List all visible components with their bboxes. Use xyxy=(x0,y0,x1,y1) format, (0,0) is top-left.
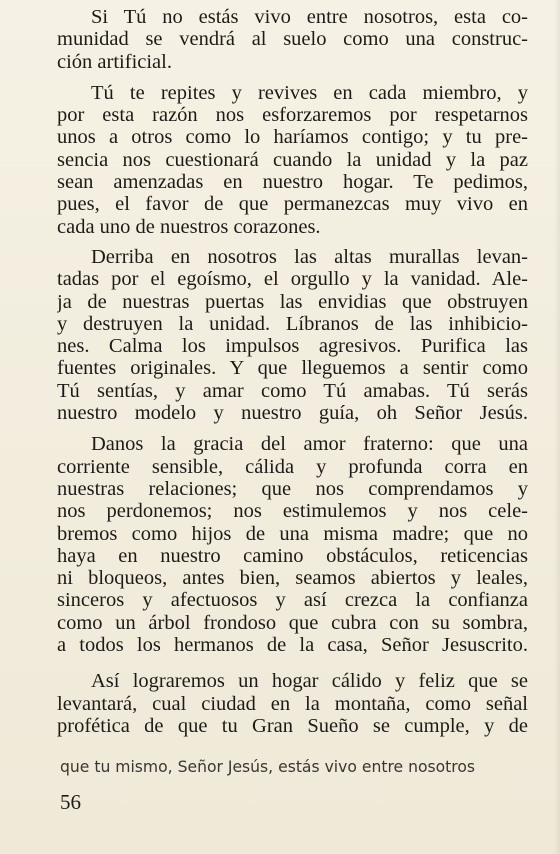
text-line: ni bloqueos, antes bien, seamos abiertos y leales, xyxy=(57,567,528,590)
page-edge-shadow xyxy=(554,0,560,854)
text-line: ción artificial. xyxy=(57,50,172,73)
text-line: y destruyen la unidad. Líbranos de las inhibicio- xyxy=(57,312,528,335)
text-line: Tú te repites y revives en cada miembro, y xyxy=(91,81,528,104)
text-line: unos a otros como lo haríamos contigo; y tu pre- xyxy=(57,126,528,149)
text-line: profética de que tu Gran Sueño se cumple, y de xyxy=(57,714,528,737)
paragraph-4 xyxy=(57,433,528,656)
text-line: Así lograremos un hogar cálido y feliz que se xyxy=(91,670,528,693)
page-number: 56 xyxy=(60,790,81,814)
text-line: tadas por el egoísmo, el orgullo y la vanidad. Ale- xyxy=(57,268,528,291)
text-line: haya en nuestro camino obstáculos, reticencias xyxy=(57,544,528,567)
paragraph-3 xyxy=(57,246,528,424)
text-line: Si Tú no estás vivo entre nosotros, esta co- xyxy=(91,6,528,28)
text-line: sinceros y afectuosos y así crezca la confianza xyxy=(57,589,528,612)
text-line: munidad se vendrá al suelo como una construc- xyxy=(57,28,528,51)
text-line: corriente sensible, cálida y profunda corra en xyxy=(57,455,528,478)
paragraph-5 xyxy=(57,670,528,737)
text-line: nuestras relaciones; que nos comprendamos y xyxy=(57,477,528,500)
text-line: como un árbol frondoso que cubra con su sombra, xyxy=(57,611,528,634)
text-line: a todos los hermanos de la casa, Señor Jesuscrito. xyxy=(57,634,528,657)
body-text xyxy=(57,6,528,745)
text-line: nos perdonemos; nos estimulemos y nos cele- xyxy=(57,500,528,523)
text-line: ja de nuestras puertas las envidias que obstruyen xyxy=(57,290,528,313)
paragraph-1 xyxy=(57,6,528,73)
text-line: levantará, cual ciudad en la montaña, como señal xyxy=(57,692,528,715)
text-line: bremos como hijos de una misma madre; que no xyxy=(57,522,528,545)
text-line: fuentes originales. Y que lleguemos a sentir como xyxy=(57,357,528,380)
text-line: nuestro modelo y nuestro guía, oh Señor Jesús. xyxy=(57,402,528,425)
text-line: Derriba en nosotros las altas murallas levan- xyxy=(91,245,528,268)
text-line: Danos la gracia del amor fraterno: que una xyxy=(91,433,528,456)
text-line: pues, el favor de que permanezcas muy vivo en xyxy=(57,193,528,216)
text-line: cada uno de nuestros corazones. xyxy=(57,215,321,238)
text-line: sencia nos cuestionará cuando la unidad y la paz xyxy=(57,148,528,171)
continuation-line: que tu mismo, Señor Jesús, estás vivo entre nosotros xyxy=(60,758,476,776)
text-line: nes. Calma los impulsos agresivos. Purifica las xyxy=(57,335,528,358)
text-line: sean amenzadas en nuestro hogar. Te pedimos, xyxy=(57,171,528,194)
text-line: por esta razón nos esforzaremos por respetarnos xyxy=(57,104,528,127)
paragraph-2 xyxy=(57,82,528,238)
text-line: Tú sentías, y amar como Tú amabas. Tú serás xyxy=(57,379,528,402)
